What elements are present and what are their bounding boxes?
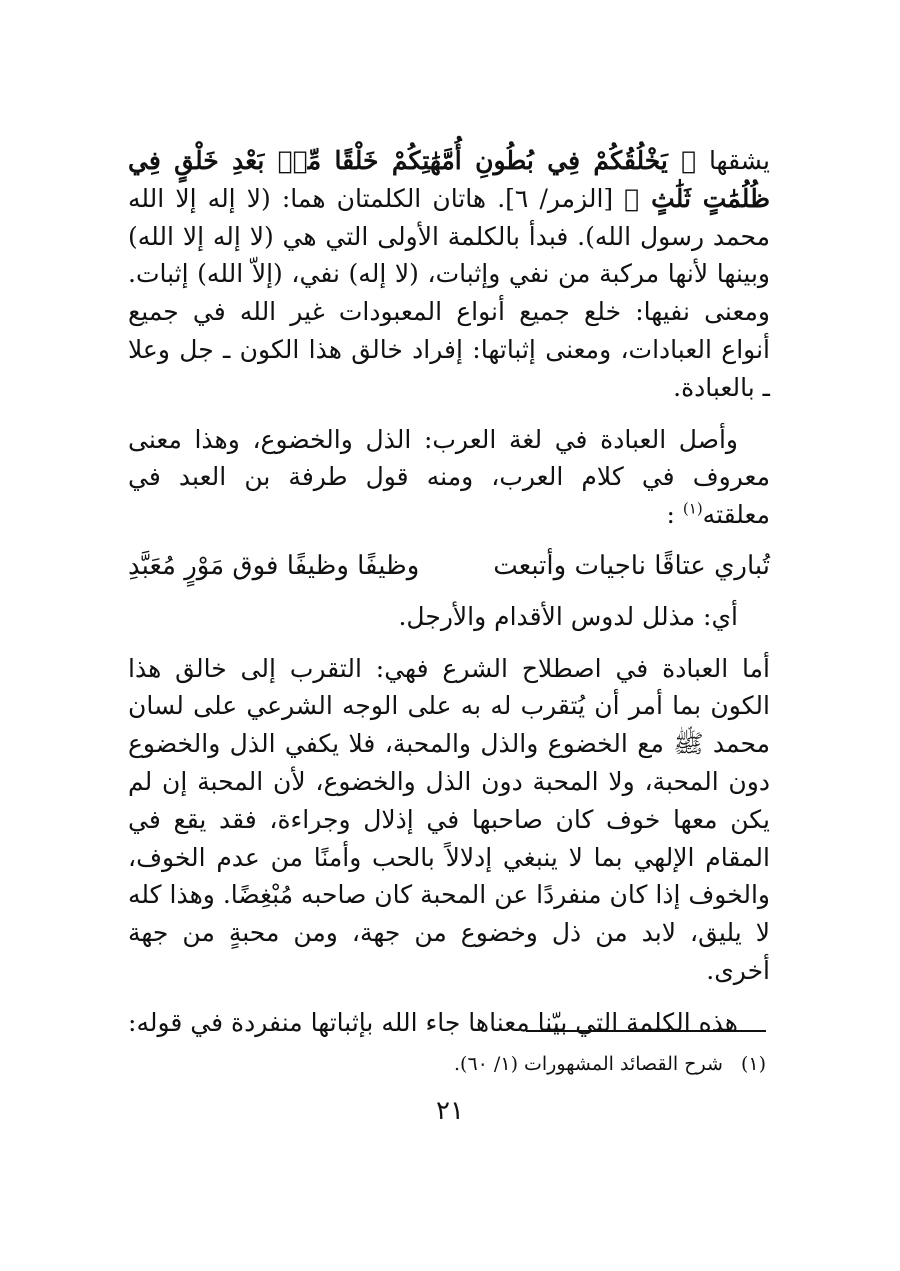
footnote-reference: (١) [682,499,703,518]
main-text [128,142,770,1056]
verse-first-hemistich: تُباري عتاقًا ناجيات وأتبعت [493,550,770,581]
paragraph-3: أي: مذلل لدوس الأقدام والأرجل. [398,601,738,631]
footnote-number: (١) [740,1053,766,1075]
page-number: ٢١ [436,1096,464,1126]
paragraph-2-end: : [666,500,675,530]
paragraph-5: هذه الكلمة التي بيّنا معناها جاء الله بإثباتها منفردة في قوله: [128,1007,738,1037]
paragraph-2-text: وأصل العبادة في لغة العرب: الذل والخضوع، وهذا معنى معروف في كلام العرب، ومنه قول طرفة بن العبد في معلقته [128,424,770,530]
footnote-text: شرح القصائد المشهورات (١/ ٦٠). [454,1053,723,1075]
paragraph-4: أما العبادة في اصطلاح الشرع فهي: التقرب إلى خالق هذا الكون بما أمر أن يُتقرب له به على الوجه الشرعي على لسان محمد ﷺ مع الخضوع والذل والمحبة، فلا يكفي الذل والخضوع دون المحبة، ولا المحبة دون الذل والخضوع، لأن المحبة إن لم يكن معها خوف كان صاحبها في إذلال وجراءة، فقد يقع في المقام الإلهي بما لا ينبغي إدلالاً بالحب وأمنًا من عدم الخوف، والخوف إذا كان منفردًا عن المحبة كان صاحبه مُبْغِضًا. وهذا كله لا يليق، لابد من ذل وخضوع من جهة، ومن محبةٍ من جهة أخرى. [128,653,770,985]
poetry-verse [128,548,770,586]
paragraph-1-prefix: يشقها [708,146,770,175]
verse-second-hemistich: وظيفًا وظيفًا فوق مَوْرٍ مُعَبَّدِ [128,550,420,581]
paragraph-2 [128,421,770,534]
quran-verse: ﴿ يَخْلُقُكُمْ فِي بُطُونِ أُمَّهَٰتِكُمْ خَلْقًا مِّنۢ بَعْدِ خَلْقٍ فِي ظُلُمَٰتٍ ثَلَٰثٍ ﴾ [128,146,770,213]
paragraph-1-rest: [الزمر/ ٦]. هاتان الكلمتان هما: (لا إله إلا الله محمد رسول الله). فبدأ بالكلمة الأولى التي هي (لا إله إلا الله) وبينها لأنها مركبة من نفي وإثبات، (لا إله) نفي، (إلاّ الله) إثبات. ومعنى نفيها: خلع جميع أنواع المعبودات غير الله في جميع أنواع العبادات، ومعنى إثباتها: إفراد خالق هذا الكون ـ جل وعلا ـ بالعبادة. [128,183,770,402]
paragraph-1 [128,142,770,407]
footnote [126,1049,766,1079]
footnote-divider [526,1030,766,1032]
